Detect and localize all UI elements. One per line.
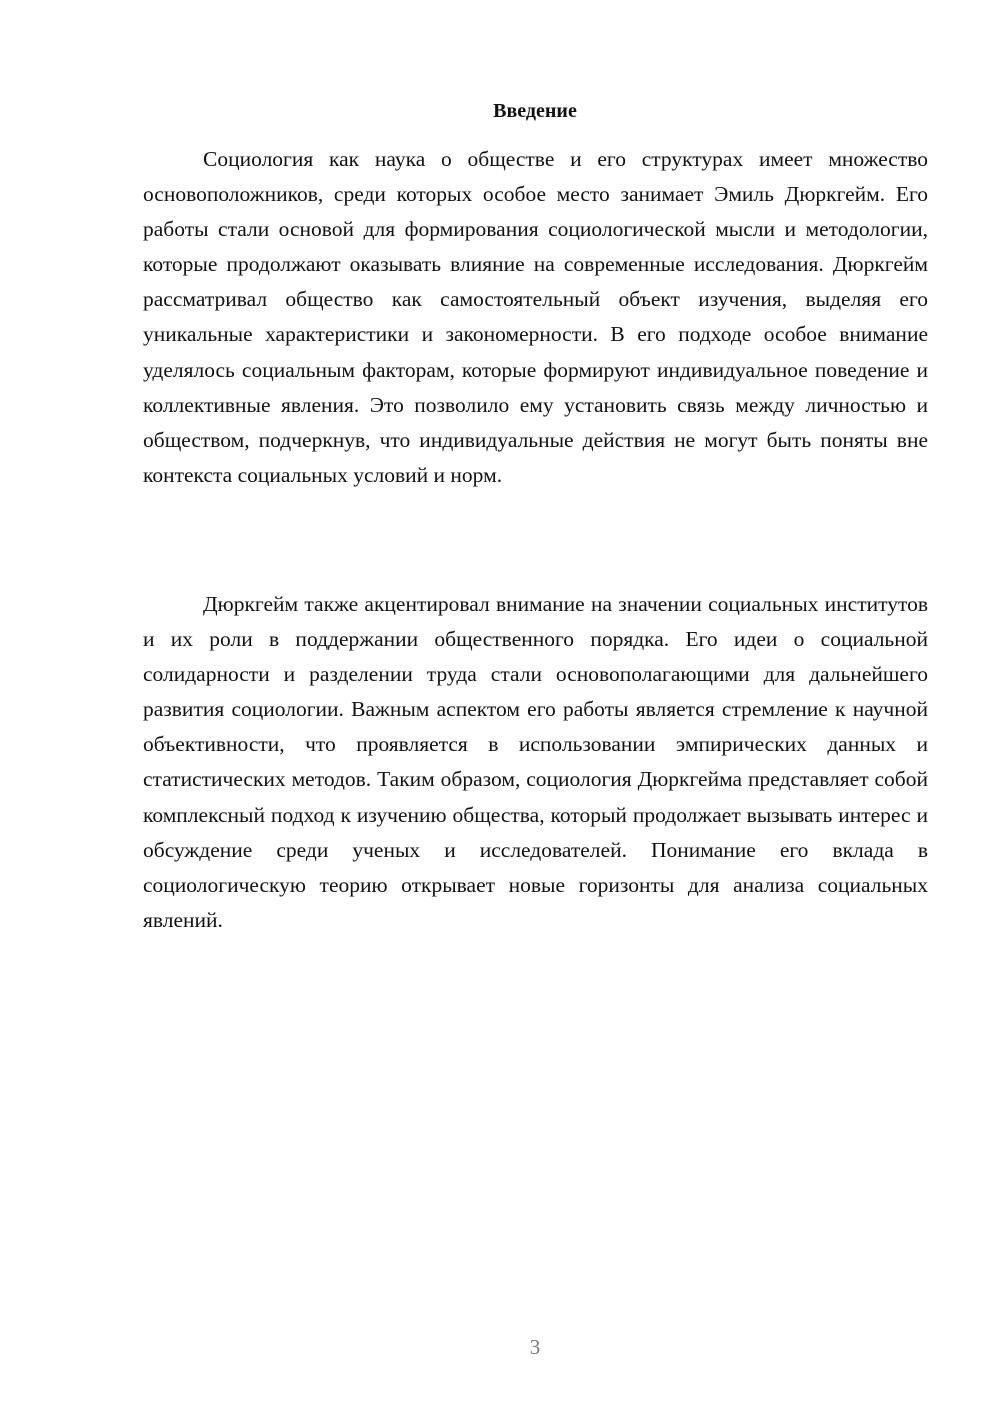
body-paragraph-1: Социология как наука о обществе и его структурах имеет множество основоположников, среди которых особое место занимает Эмиль Дюркгейм. Его работы стали основой для формирования социологической мысли и методологии, которые продолжают оказывать влияние на современные исследования. Дюркгейм рассматривал общество как самостоятельный объект изучения, выделяя его уникальные характеристики и закономерности. В его подходе особое внимание уделялось социальным факторам, которые формируют индивидуальное поведение и коллективные явления. Это позволило ему установить связь между личностью и обществом, подчеркнув, что индивидуальные действия не могут быть поняты вне контекста социальных условий и норм. <box>143 147 928 487</box>
page-number: 3 <box>529 1335 541 1359</box>
section-title: Введение <box>493 100 577 122</box>
body-paragraph-2: Дюркгейм также акцентировал внимание на значении социальных институтов и их роли в поддержании общественного порядка. Его идеи о социальной солидарности и разделении труда стали основополагающими для дальнейшего развития социологии. Важным аспектом его работы является стремление к научной объективности, что проявляется в использовании эмпирических данных и статистических методов. Таким образом, социология Дюркгейма представляет собой комплексный подход к изучению общества, который продолжает вызывать интерес и обсуждение среди ученых и исследователей. Понимание его вклада в социологическую теорию открывает новые горизонты для анализа социальных явлений. <box>143 592 928 932</box>
